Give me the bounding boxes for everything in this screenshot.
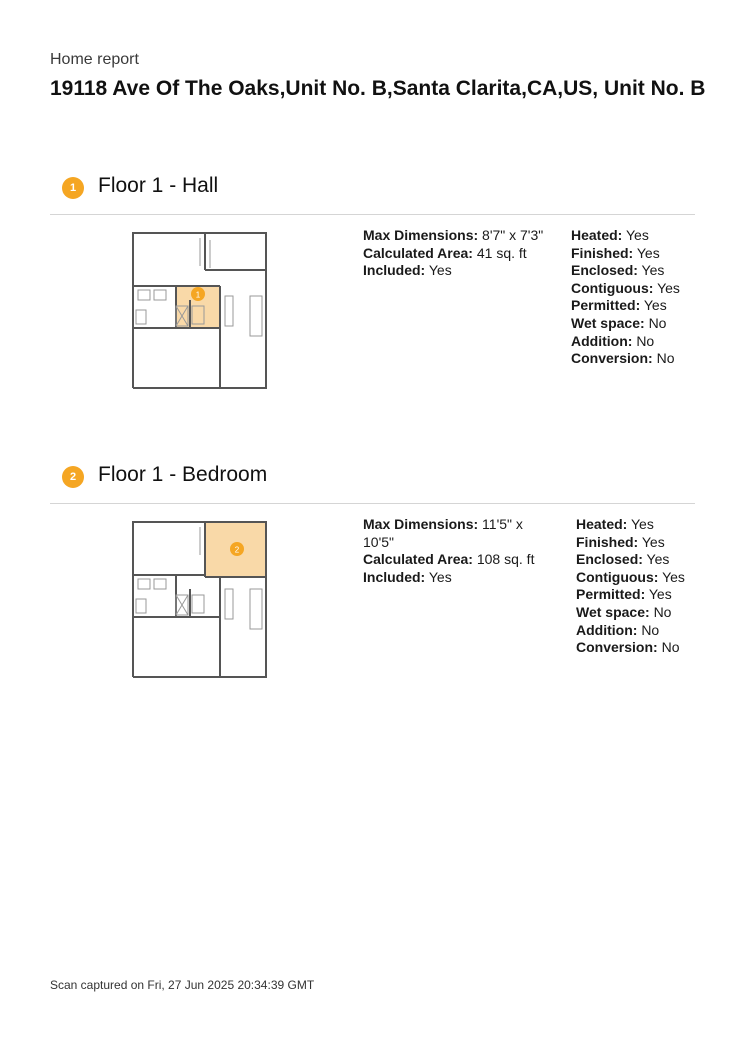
attribute-row: Contiguous: Yes — [571, 279, 680, 296]
section-divider — [50, 214, 695, 215]
attribute-row: Contiguous: Yes — [576, 568, 685, 585]
room-title: Floor 1 - Hall — [98, 174, 219, 197]
section-divider — [50, 503, 695, 504]
floor-plan-hall — [130, 230, 270, 390]
room-section-hall — [50, 174, 695, 367]
attribute-row: Addition: No — [571, 332, 655, 349]
attribute-row: Heated: Yes — [571, 227, 649, 243]
attribute-row: Conversion: No — [571, 350, 675, 367]
attribute-row: Wet space: No — [576, 603, 672, 620]
dimension-details — [363, 227, 553, 280]
attribute-row: Permitted: Yes — [571, 297, 667, 314]
report-kicker: Home report — [50, 51, 139, 68]
attribute-row: Conversion: No — [576, 639, 680, 656]
room-number-badge: 2 — [62, 466, 84, 488]
attribute-details — [576, 516, 695, 657]
attribute-row: Enclosed: Yes — [571, 262, 665, 279]
section-header — [50, 465, 695, 505]
floor-plan-bedroom — [130, 519, 270, 679]
detail-row: Max Dimensions: 11'5" x 10'5" — [363, 516, 523, 550]
attribute-row: Heated: Yes — [576, 516, 654, 532]
property-address: 19118 Ave Of The Oaks,Unit No. B,Santa Clarita,CA,US, Unit No. B — [50, 77, 706, 100]
room-marker-label: 1 — [195, 290, 201, 300]
scan-timestamp: Scan captured on Fri, 27 Jun 2025 20:34:39 GMT — [50, 978, 315, 992]
detail-row: Calculated Area: 108 sq. ft — [363, 551, 535, 568]
detail-row: Calculated Area: 41 sq. ft — [363, 244, 527, 261]
section-header — [50, 176, 695, 216]
room-number-badge: 1 — [62, 177, 84, 199]
attribute-details — [571, 227, 695, 368]
attribute-row: Enclosed: Yes — [576, 551, 670, 568]
attribute-row: Finished: Yes — [576, 533, 665, 550]
detail-row: Max Dimensions: 8'7" x 7'3" — [363, 227, 544, 243]
attribute-row: Permitted: Yes — [576, 586, 672, 603]
room-section-bedroom — [50, 463, 695, 656]
room-marker-label: 2 — [234, 545, 240, 555]
detail-row: Included: Yes — [363, 262, 452, 279]
attribute-row: Finished: Yes — [571, 244, 660, 261]
attribute-row: Wet space: No — [571, 314, 667, 331]
attribute-row: Addition: No — [576, 621, 660, 638]
dimension-details — [363, 516, 553, 586]
detail-row: Included: Yes — [363, 568, 452, 585]
room-title: Floor 1 - Bedroom — [98, 463, 268, 486]
